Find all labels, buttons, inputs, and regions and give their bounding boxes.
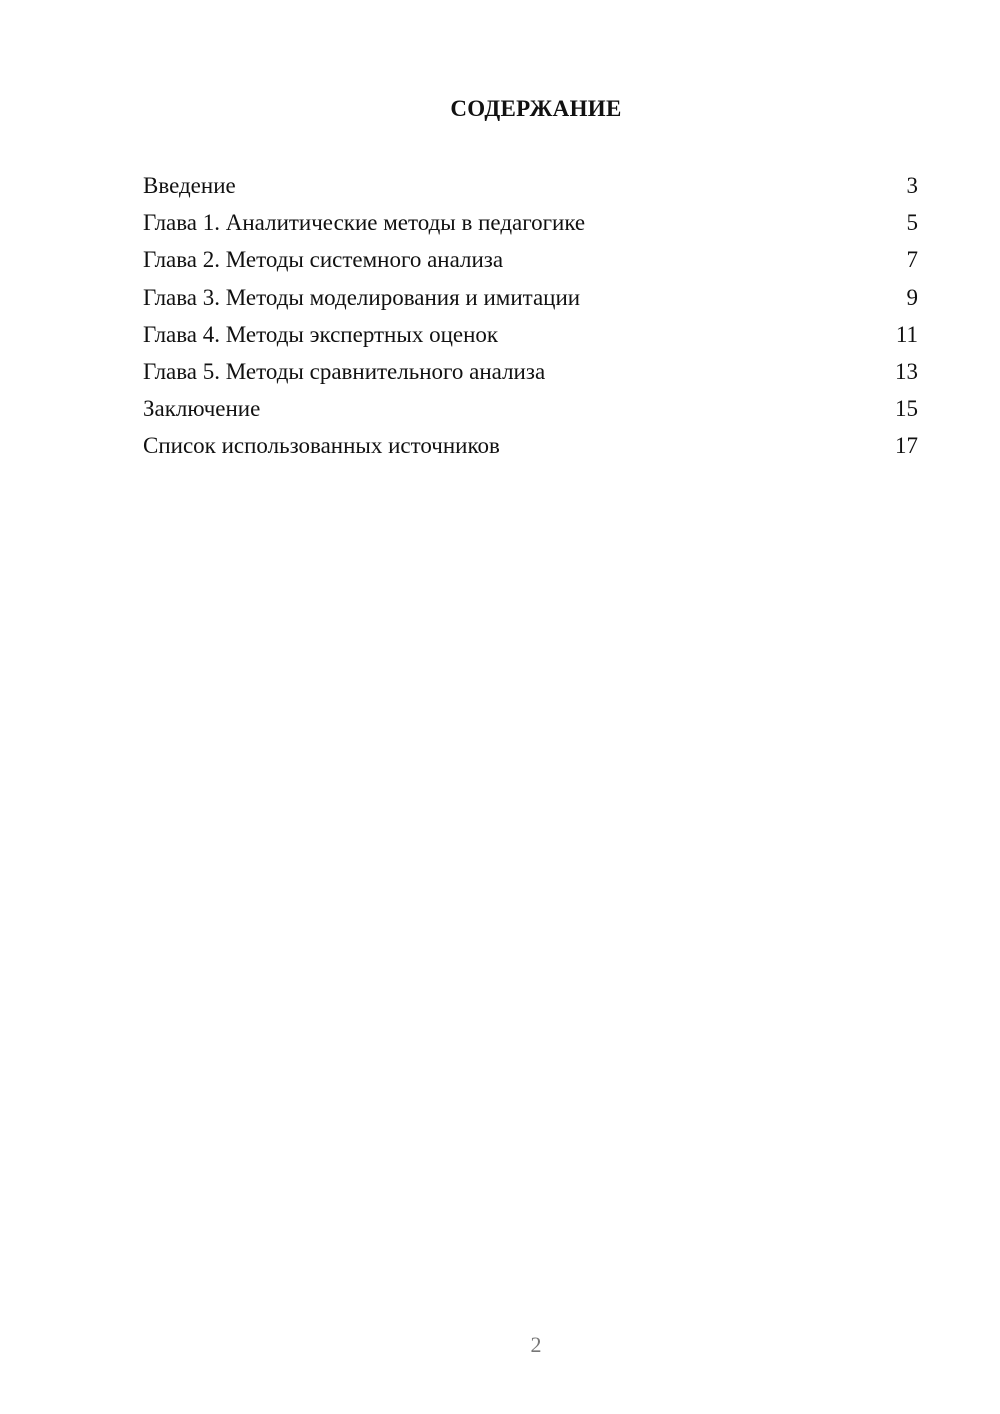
toc-item-page: 7	[906, 247, 918, 273]
toc-item-chapter-4	[143, 316, 918, 353]
toc-item-label: Глава 1. Аналитические методы в педагогике	[143, 210, 586, 236]
toc-title: СОДЕРЖАНИЕ	[450, 96, 622, 121]
toc-item-chapter-5	[143, 353, 918, 390]
toc-item-introduction	[143, 167, 918, 204]
toc-item-references	[143, 427, 918, 464]
toc-item-label: Глава 4. Методы экспертных оценок	[143, 321, 499, 347]
toc-item-chapter-1	[143, 204, 918, 241]
toc-item-chapter-3	[143, 279, 918, 316]
toc-item-label: Заключение	[143, 396, 261, 422]
toc-item-conclusion	[143, 390, 918, 427]
toc-item-label: Глава 5. Методы сравнительного анализа	[143, 358, 546, 384]
toc-item-page: 9	[906, 284, 918, 310]
toc-item-page: 11	[895, 321, 918, 347]
toc-item-label: Введение	[143, 173, 236, 198]
toc-item-label: Глава 2. Методы системного анализа	[143, 247, 504, 273]
page-number: 2	[530, 1332, 542, 1357]
toc-item-page: 13	[895, 358, 918, 384]
toc-item-page: 5	[906, 210, 918, 236]
toc-item-chapter-2	[143, 241, 918, 278]
toc-item-page: 15	[895, 396, 918, 422]
toc-item-label: Список использованных источников	[143, 433, 500, 459]
table-of-contents	[143, 167, 918, 465]
toc-item-label: Глава 3. Методы моделирования и имитации	[143, 284, 581, 310]
toc-item-page: 17	[895, 433, 918, 459]
toc-item-page: 3	[906, 173, 918, 198]
